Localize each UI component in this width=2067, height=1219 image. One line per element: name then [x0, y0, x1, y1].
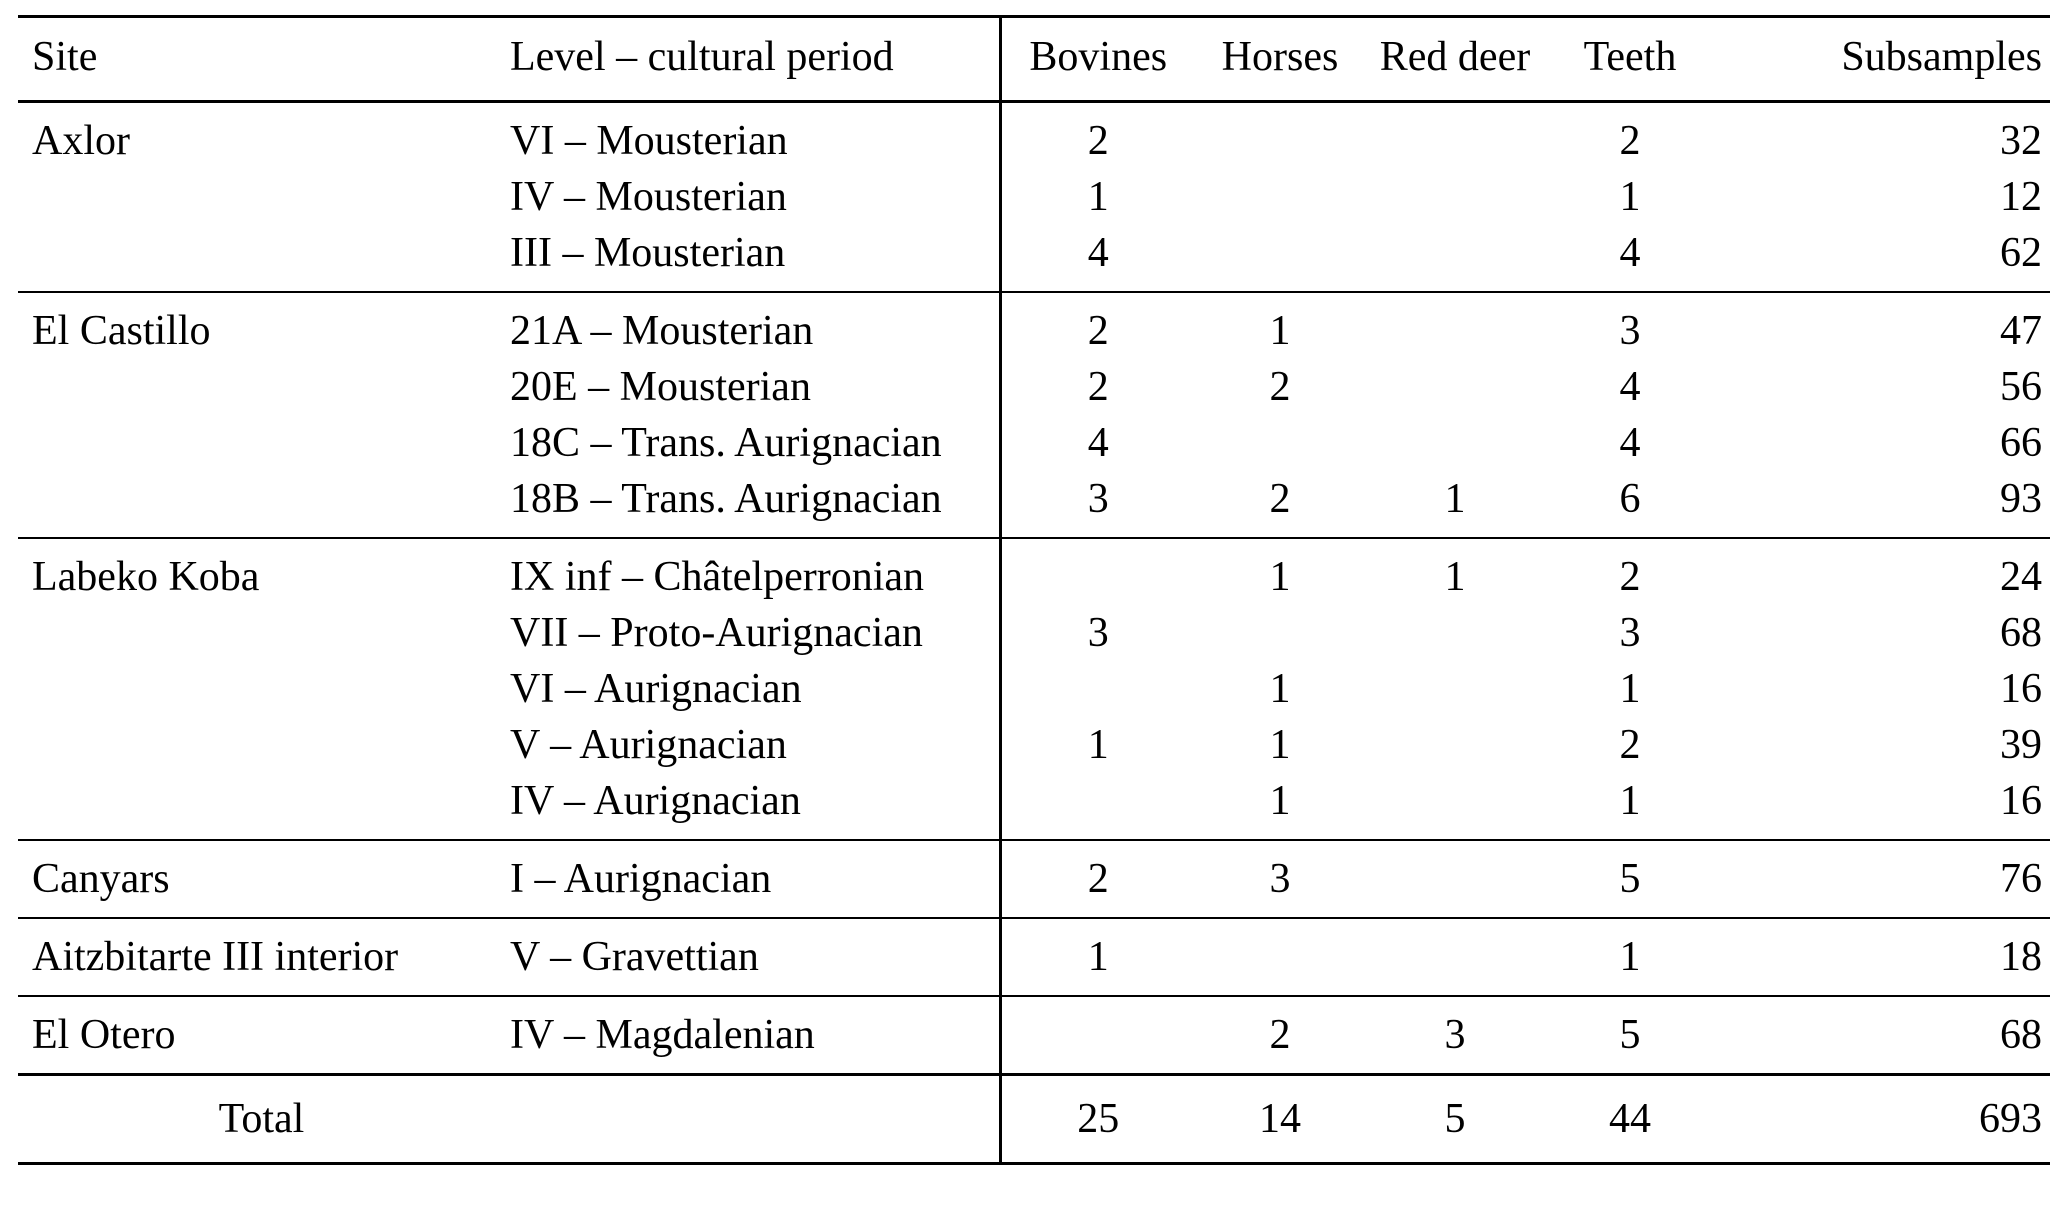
cell-site: Canyars — [18, 840, 505, 918]
table-row — [18, 225, 2050, 292]
cell-site — [18, 415, 505, 471]
cell-site: El Castillo — [18, 292, 505, 359]
cell-subsamples: 66 — [2000, 420, 2042, 466]
cell-red-deer — [1365, 840, 1545, 918]
table-row — [18, 538, 2050, 605]
column-header-horses: Horses — [1195, 17, 1365, 102]
cell-teeth: 2 — [1545, 538, 1715, 605]
cell-red-deer: 1 — [1444, 476, 1466, 522]
cell-site — [18, 717, 505, 773]
cell-site: El Otero — [18, 996, 505, 1075]
cell-level: IV – Magdalenian — [505, 996, 1000, 1075]
cell-bovines — [1000, 773, 1195, 840]
cell-teeth: 1 — [1619, 666, 1641, 712]
cell-site: Axlor — [18, 102, 505, 170]
cell-site — [18, 605, 505, 661]
cell-bovines: 2 — [1000, 840, 1195, 918]
total-subsamples: 693 — [1715, 1075, 2050, 1164]
cell-site — [18, 773, 505, 840]
cell-site — [18, 471, 505, 538]
cell-bovines: 1 — [1000, 918, 1195, 996]
cell-subsamples: 24 — [1715, 538, 2050, 605]
cell-subsamples: 47 — [1715, 292, 2050, 359]
cell-teeth: 4 — [1619, 420, 1641, 466]
cell-teeth: 3 — [1619, 610, 1641, 656]
cell-bovines: 2 — [1000, 359, 1195, 415]
cell-horses: 2 — [1269, 364, 1291, 410]
cell-horses: 1 — [1195, 292, 1365, 359]
cell-site — [18, 225, 505, 292]
cell-horses: 1 — [1269, 722, 1291, 768]
table-row — [18, 102, 2050, 170]
cell-level: 20E – Mousterian — [510, 364, 811, 410]
column-header-site: Site — [18, 17, 505, 102]
table-row — [18, 773, 2050, 840]
cell-red-deer — [1365, 225, 1545, 292]
cell-level: VI – Mousterian — [505, 102, 1000, 170]
cell-teeth: 5 — [1545, 840, 1715, 918]
table-row — [18, 996, 2050, 1075]
cell-bovines: 2 — [1000, 292, 1195, 359]
total-spacer — [505, 1075, 1000, 1164]
cell-subsamples: 93 — [2000, 476, 2042, 522]
cell-subsamples: 32 — [1715, 102, 2050, 170]
cell-teeth: 2 — [1619, 722, 1641, 768]
cell-level: I – Aurignacian — [505, 840, 1000, 918]
total-row — [18, 1075, 2050, 1164]
cell-subsamples: 56 — [2000, 364, 2042, 410]
cell-teeth: 2 — [1545, 102, 1715, 170]
table-row — [18, 415, 2050, 471]
table-row — [18, 605, 2050, 661]
cell-teeth: 1 — [1545, 918, 1715, 996]
column-header-bovines: Bovines — [1000, 17, 1195, 102]
cell-horses — [1195, 605, 1365, 661]
table-row — [18, 840, 2050, 918]
cell-red-deer — [1365, 169, 1545, 225]
cell-teeth: 5 — [1545, 996, 1715, 1075]
sampling-summary-table — [18, 15, 2050, 1165]
cell-subsamples: 12 — [2000, 174, 2042, 220]
cell-bovines — [1000, 996, 1195, 1075]
cell-level: 18C – Trans. Aurignacian — [510, 420, 942, 466]
cell-subsamples: 16 — [2000, 666, 2042, 712]
cell-teeth: 6 — [1619, 476, 1641, 522]
cell-level: IV – Mousterian — [510, 174, 787, 220]
cell-horses — [1195, 102, 1365, 170]
cell-red-deer — [1365, 773, 1545, 840]
column-header-teeth: Teeth — [1545, 17, 1715, 102]
cell-site: Labeko Koba — [18, 538, 505, 605]
cell-red-deer — [1365, 102, 1545, 170]
cell-level: VII – Proto-Aurignacian — [510, 610, 923, 656]
cell-level: V – Gravettian — [505, 918, 1000, 996]
cell-red-deer: 1 — [1365, 538, 1545, 605]
cell-teeth: 1 — [1619, 174, 1641, 220]
cell-bovines — [1000, 538, 1195, 605]
cell-horses: 1 — [1195, 538, 1365, 605]
cell-bovines: 2 — [1000, 102, 1195, 170]
cell-red-deer — [1365, 415, 1545, 471]
cell-subsamples: 18 — [1715, 918, 2050, 996]
total-bovines: 25 — [1000, 1075, 1195, 1164]
cell-subsamples: 39 — [2000, 722, 2042, 768]
cell-horses — [1195, 169, 1365, 225]
cell-site — [18, 169, 505, 225]
total-red-deer: 5 — [1365, 1075, 1545, 1164]
cell-teeth: 4 — [1619, 364, 1641, 410]
cell-level: 18B – Trans. Aurignacian — [510, 476, 942, 522]
table-row — [18, 169, 2050, 225]
cell-level: III – Mousterian — [510, 230, 786, 276]
cell-subsamples: 62 — [2000, 230, 2042, 276]
cell-subsamples: 68 — [1715, 996, 2050, 1075]
cell-horses: 1 — [1269, 778, 1291, 824]
cell-site — [18, 661, 505, 717]
cell-red-deer — [1365, 717, 1545, 773]
cell-horses: 2 — [1195, 996, 1365, 1075]
cell-subsamples: 16 — [2000, 778, 2042, 824]
cell-bovines: 1 — [1000, 717, 1195, 773]
table-row — [18, 359, 2050, 415]
total-horses: 14 — [1195, 1075, 1365, 1164]
cell-red-deer — [1365, 605, 1545, 661]
cell-subsamples: 68 — [2000, 610, 2042, 656]
table-row — [18, 661, 2050, 717]
table-row — [18, 717, 2050, 773]
cell-level: VI – Aurignacian — [510, 666, 802, 712]
cell-level: 21A – Mousterian — [505, 292, 1000, 359]
table-header — [18, 17, 2050, 102]
column-header-subsamples: Subsamples — [1715, 17, 2050, 102]
cell-teeth: 1 — [1619, 778, 1641, 824]
table-row — [18, 918, 2050, 996]
column-header-level: Level – cultural period — [505, 17, 1000, 102]
cell-red-deer — [1365, 918, 1545, 996]
cell-red-deer — [1365, 292, 1545, 359]
cell-bovines — [1000, 661, 1195, 717]
cell-horses — [1195, 918, 1365, 996]
cell-horses: 1 — [1269, 666, 1291, 712]
cell-bovines: 1 — [1000, 169, 1195, 225]
cell-level: IX inf – Châtelperronian — [505, 538, 1000, 605]
table-body — [18, 102, 2050, 1164]
cell-bovines: 4 — [1000, 225, 1195, 292]
table-row — [18, 471, 2050, 538]
cell-red-deer — [1365, 661, 1545, 717]
header-row — [18, 17, 2050, 102]
cell-subsamples: 76 — [1715, 840, 2050, 918]
cell-red-deer — [1365, 359, 1545, 415]
cell-red-deer: 3 — [1365, 996, 1545, 1075]
cell-horses: 3 — [1195, 840, 1365, 918]
column-header-red-deer: Red deer — [1365, 17, 1545, 102]
cell-horses — [1195, 415, 1365, 471]
table-row — [18, 292, 2050, 359]
cell-bovines: 3 — [1000, 605, 1195, 661]
total-teeth: 44 — [1545, 1075, 1715, 1164]
cell-teeth: 3 — [1545, 292, 1715, 359]
cell-site: Aitzbitarte III interior — [18, 918, 505, 996]
cell-bovines: 3 — [1000, 471, 1195, 538]
cell-horses — [1195, 225, 1365, 292]
cell-level: V – Aurignacian — [510, 722, 787, 768]
cell-site — [18, 359, 505, 415]
cell-bovines: 4 — [1000, 415, 1195, 471]
cell-horses: 2 — [1269, 476, 1291, 522]
total-label: Total — [18, 1075, 505, 1164]
cell-level: IV – Aurignacian — [510, 778, 801, 824]
cell-teeth: 4 — [1619, 230, 1641, 276]
